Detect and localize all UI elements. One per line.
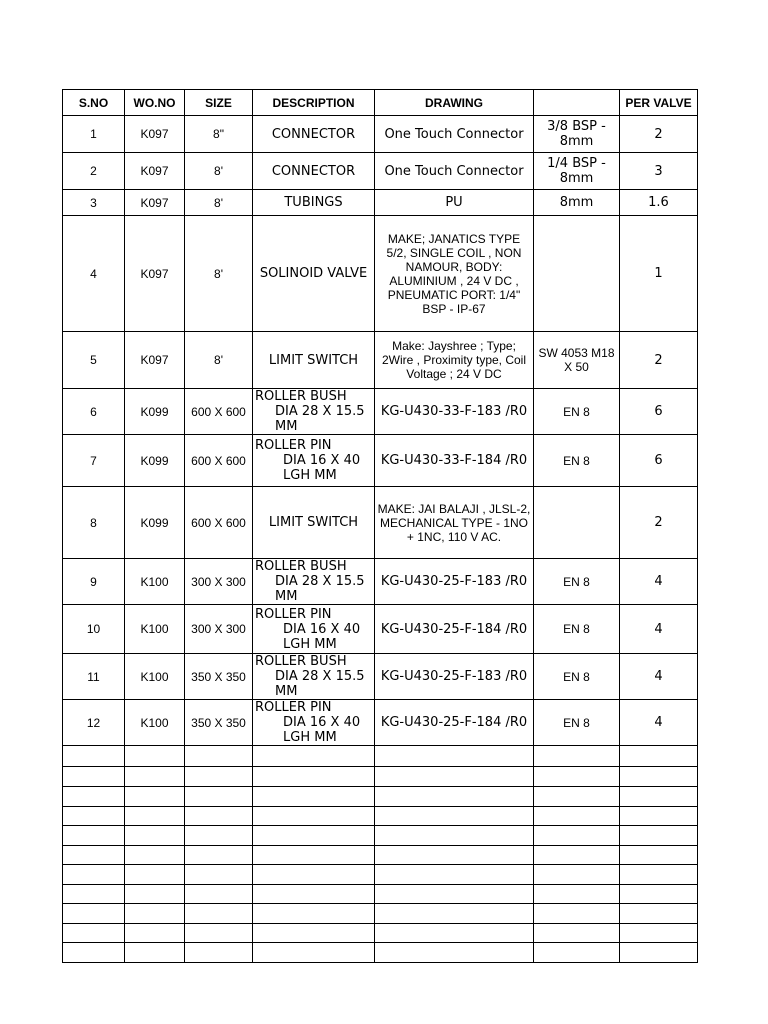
cell-per-valve: 4 bbox=[620, 605, 698, 654]
table-row bbox=[63, 559, 698, 605]
cell-drawing: One Touch Connector bbox=[375, 153, 534, 190]
cell-sno: 10 bbox=[63, 605, 125, 654]
cell-description: LIMIT SWITCH bbox=[253, 487, 375, 559]
cell-sno: 4 bbox=[63, 216, 125, 332]
cell-sno: 8 bbox=[63, 487, 125, 559]
cell-wono: K097 bbox=[125, 190, 185, 216]
table-row bbox=[63, 435, 698, 487]
cell-material: EN 8 bbox=[534, 700, 620, 746]
cell-material bbox=[534, 487, 620, 559]
header-sno: S.NO bbox=[63, 90, 125, 116]
cell-drawing: KG-U430-33-F-184 /R0 bbox=[375, 435, 534, 487]
cell-material: EN 8 bbox=[534, 389, 620, 435]
cell-wono: K099 bbox=[125, 389, 185, 435]
cell-sno: 9 bbox=[63, 559, 125, 605]
cell-wono: K099 bbox=[125, 435, 185, 487]
cell-description: LIMIT SWITCH bbox=[253, 332, 375, 389]
cell-drawing: PU bbox=[375, 190, 534, 216]
description-line-2: DIA 16 X 40 LGH MM bbox=[283, 621, 361, 652]
description-line-2: DIA 28 X 15.5 MM bbox=[275, 669, 365, 699]
cell-description: CONNECTOR bbox=[253, 116, 375, 153]
cell-sno: 11 bbox=[63, 654, 125, 700]
description-line-1: ROLLER BUSH bbox=[255, 654, 347, 669]
cell-description bbox=[253, 389, 375, 435]
table-row bbox=[63, 153, 698, 190]
cell-size: 8' bbox=[185, 153, 253, 190]
cell-material: 3/8 BSP - 8mm bbox=[534, 116, 620, 153]
cell-wono: K097 bbox=[125, 332, 185, 389]
empty-row bbox=[63, 885, 698, 904]
header-material bbox=[534, 90, 620, 116]
cell-wono: K097 bbox=[125, 216, 185, 332]
table-row bbox=[63, 700, 698, 746]
cell-description: SOLINOID VALVE bbox=[253, 216, 375, 332]
table-row bbox=[63, 332, 698, 389]
cell-per-valve: 2 bbox=[620, 116, 698, 153]
cell-drawing: MAKE: JAI BALAJI , JLSL-2, MECHANICAL TYPE - 1NO + 1NC, 110 V AC. bbox=[375, 487, 534, 559]
description-line-1: ROLLER PIN bbox=[255, 700, 332, 715]
cell-size: 350 X 350 bbox=[185, 700, 253, 746]
table-row bbox=[63, 487, 698, 559]
cell-description bbox=[253, 654, 375, 700]
cell-size: 350 X 350 bbox=[185, 654, 253, 700]
cell-wono: K097 bbox=[125, 153, 185, 190]
empty-row bbox=[63, 787, 698, 807]
cell-sno: 5 bbox=[63, 332, 125, 389]
cell-material: EN 8 bbox=[534, 435, 620, 487]
cell-size: 600 X 600 bbox=[185, 487, 253, 559]
table-row bbox=[63, 389, 698, 435]
cell-material: 8mm bbox=[534, 190, 620, 216]
cell-description bbox=[253, 700, 375, 746]
description-line-1: ROLLER PIN bbox=[255, 606, 332, 622]
description-line-2: DIA 16 X 40 LGH MM bbox=[283, 715, 361, 745]
header-description: DESCRIPTION bbox=[253, 90, 375, 116]
empty-row bbox=[63, 904, 698, 924]
cell-size: 8" bbox=[185, 116, 253, 153]
empty-row bbox=[63, 826, 698, 846]
empty-row bbox=[63, 846, 698, 865]
cell-size: 600 X 600 bbox=[185, 435, 253, 487]
table-row bbox=[63, 605, 698, 654]
cell-sno: 3 bbox=[63, 190, 125, 216]
cell-sno: 7 bbox=[63, 435, 125, 487]
table-row bbox=[63, 116, 698, 153]
cell-drawing: KG-U430-25-F-183 /R0 bbox=[375, 654, 534, 700]
header-per-valve: PER VALVE bbox=[620, 90, 698, 116]
empty-row bbox=[63, 767, 698, 787]
cell-drawing: One Touch Connector bbox=[375, 116, 534, 153]
cell-per-valve: 1 bbox=[620, 216, 698, 332]
cell-per-valve: 6 bbox=[620, 435, 698, 487]
cell-size: 300 X 300 bbox=[185, 559, 253, 605]
cell-per-valve: 6 bbox=[620, 389, 698, 435]
cell-per-valve: 3 bbox=[620, 153, 698, 190]
cell-per-valve: 4 bbox=[620, 559, 698, 605]
empty-row bbox=[63, 746, 698, 767]
cell-drawing: KG-U430-25-F-184 /R0 bbox=[375, 700, 534, 746]
table-row bbox=[63, 654, 698, 700]
empty-row bbox=[63, 807, 698, 826]
description-line-1: ROLLER BUSH bbox=[255, 559, 347, 574]
cell-description bbox=[253, 435, 375, 487]
header-size: SIZE bbox=[185, 90, 253, 116]
empty-row bbox=[63, 924, 698, 943]
cell-sno: 2 bbox=[63, 153, 125, 190]
cell-per-valve: 4 bbox=[620, 700, 698, 746]
cell-wono: K100 bbox=[125, 654, 185, 700]
cell-size: 8' bbox=[185, 332, 253, 389]
cell-size: 8' bbox=[185, 216, 253, 332]
cell-per-valve: 1.6 bbox=[620, 190, 698, 216]
header-row bbox=[63, 90, 698, 116]
cell-material: EN 8 bbox=[534, 559, 620, 605]
cell-material: EN 8 bbox=[534, 654, 620, 700]
cell-description: CONNECTOR bbox=[253, 153, 375, 190]
cell-description bbox=[253, 605, 375, 654]
cell-size: 300 X 300 bbox=[185, 605, 253, 654]
cell-wono: K097 bbox=[125, 116, 185, 153]
description-line-2: DIA 28 X 15.5 MM bbox=[275, 574, 365, 604]
empty-row bbox=[63, 943, 698, 963]
description-line-2: DIA 28 X 15.5 MM bbox=[275, 404, 365, 434]
cell-description: TUBINGS bbox=[253, 190, 375, 216]
cell-size: 600 X 600 bbox=[185, 389, 253, 435]
cell-wono: K100 bbox=[125, 700, 185, 746]
table-row bbox=[63, 190, 698, 216]
description-line-1: ROLLER BUSH bbox=[255, 389, 347, 404]
table-row bbox=[63, 216, 698, 332]
cell-sno: 12 bbox=[63, 700, 125, 746]
description-line-1: ROLLER PIN bbox=[255, 438, 332, 453]
cell-per-valve: 2 bbox=[620, 332, 698, 389]
description-line-2: DIA 16 X 40 LGH MM bbox=[283, 453, 361, 483]
cell-wono: K100 bbox=[125, 605, 185, 654]
cell-sno: 1 bbox=[63, 116, 125, 153]
header-drawing: DRAWING bbox=[375, 90, 534, 116]
cell-drawing: MAKE; JANATICS TYPE 5/2, SINGLE COIL , NON NAMOUR, BODY: ALUMINIUM , 24 V DC , PNEUMATIC PORT: 1/4" BSP - IP-67 bbox=[375, 216, 534, 332]
header-wono: WO.NO bbox=[125, 90, 185, 116]
valve-parts-table bbox=[62, 89, 698, 963]
cell-drawing: KG-U430-25-F-183 /R0 bbox=[375, 559, 534, 605]
cell-material: 1/4 BSP - 8mm bbox=[534, 153, 620, 190]
cell-drawing: KG-U430-33-F-183 /R0 bbox=[375, 389, 534, 435]
cell-material: EN 8 bbox=[534, 605, 620, 654]
cell-material: SW 4053 M18 X 50 bbox=[534, 332, 620, 389]
cell-wono: K100 bbox=[125, 559, 185, 605]
cell-drawing: KG-U430-25-F-184 /R0 bbox=[375, 605, 534, 654]
cell-size: 8' bbox=[185, 190, 253, 216]
cell-drawing: Make: Jayshree ; Type; 2Wire , Proximity type, Coil Voltage ; 24 V DC bbox=[375, 332, 534, 389]
empty-row bbox=[63, 865, 698, 885]
cell-description bbox=[253, 559, 375, 605]
cell-per-valve: 2 bbox=[620, 487, 698, 559]
cell-material bbox=[534, 216, 620, 332]
cell-sno: 6 bbox=[63, 389, 125, 435]
cell-wono: K099 bbox=[125, 487, 185, 559]
cell-per-valve: 4 bbox=[620, 654, 698, 700]
